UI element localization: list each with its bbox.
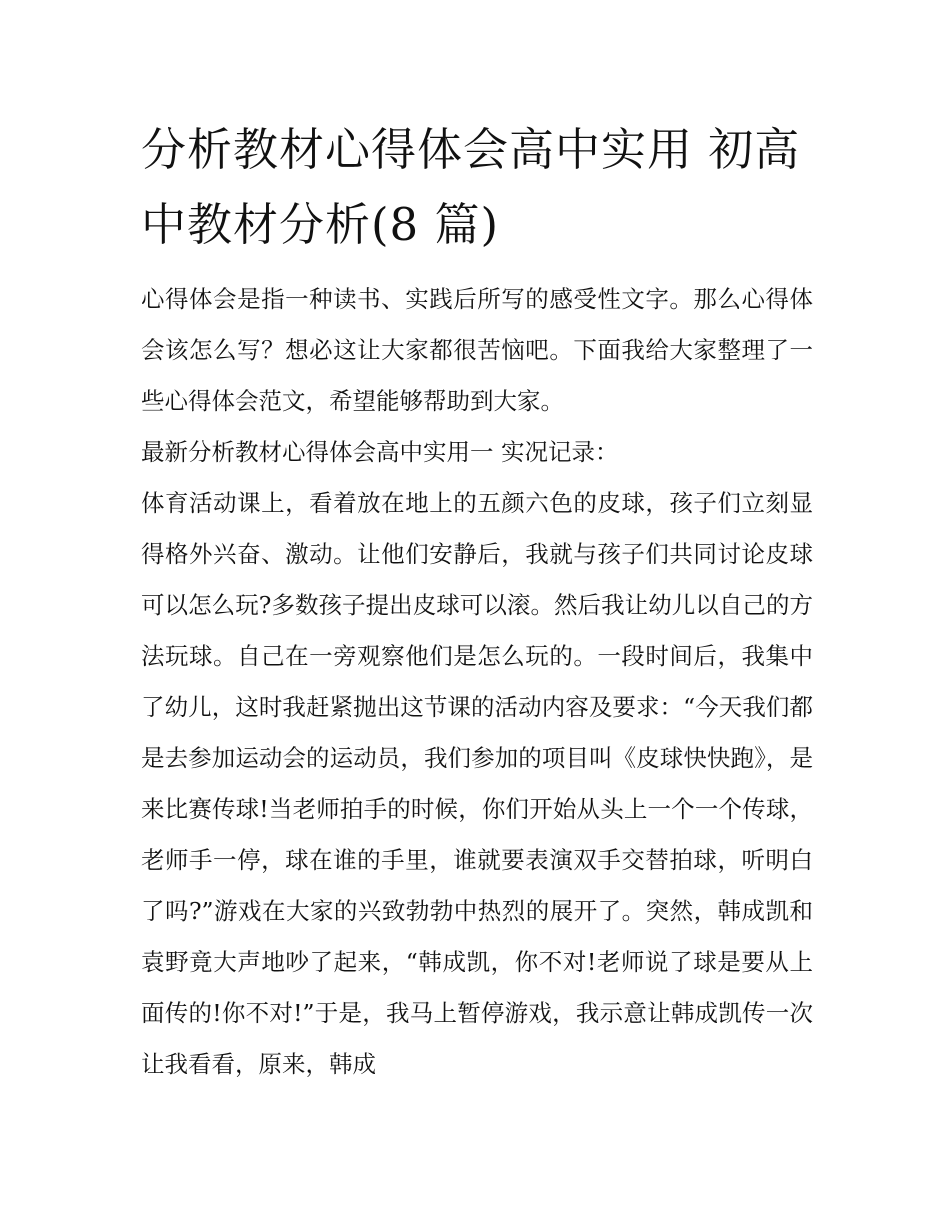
body-paragraph: 体育活动课上，看着放在地上的五颜六色的皮球，孩子们立刻显得格外兴奋、激动。让他们安静后，我就与孩子们共同讨论皮球可以怎么玩?多数孩子提出皮球可以滚。然后我让幼儿以自己的方法玩球。自己在一旁观察他们是怎么玩的。一段时间后，我集中了幼儿，这时我赶紧抛出这节课的活动内容及要求：“今天我们都是去参加运动会的运动员，我们参加的项目叫《皮球快快跑》，是来比赛传球!当老师拍手的时候，你们开始从头上一个一个传球，老师手一停，球在谁的手里，谁就要表演双手交替拍球，听明白了吗?”游戏在大家的兴致勃勃中热烈的展开了。突然，韩成凯和袁野竟大声地吵了起来，“韩成凯，你不对!老师说了球是要从上面传的!你不对!”于是，我马上暂停游戏，我示意让韩成凯传一次让我看看，原来，韩成 (141, 489, 813, 1078)
document-title: 分析教材心得体会高中实用 初高中教材分析(8 篇) (141, 123, 801, 251)
intro-paragraph: 心得体会是指一种读书、实践后所写的感受性文字。那么心得体会该怎么写？想必这让大家都很苦恼吧。下面我给大家整理了一些心得体会范文，希望能够帮助到大家。 (141, 285, 813, 415)
section-heading: 最新分析教材心得体会高中实用一 实况记录： (141, 438, 619, 466)
document-body (141, 112, 813, 1090)
